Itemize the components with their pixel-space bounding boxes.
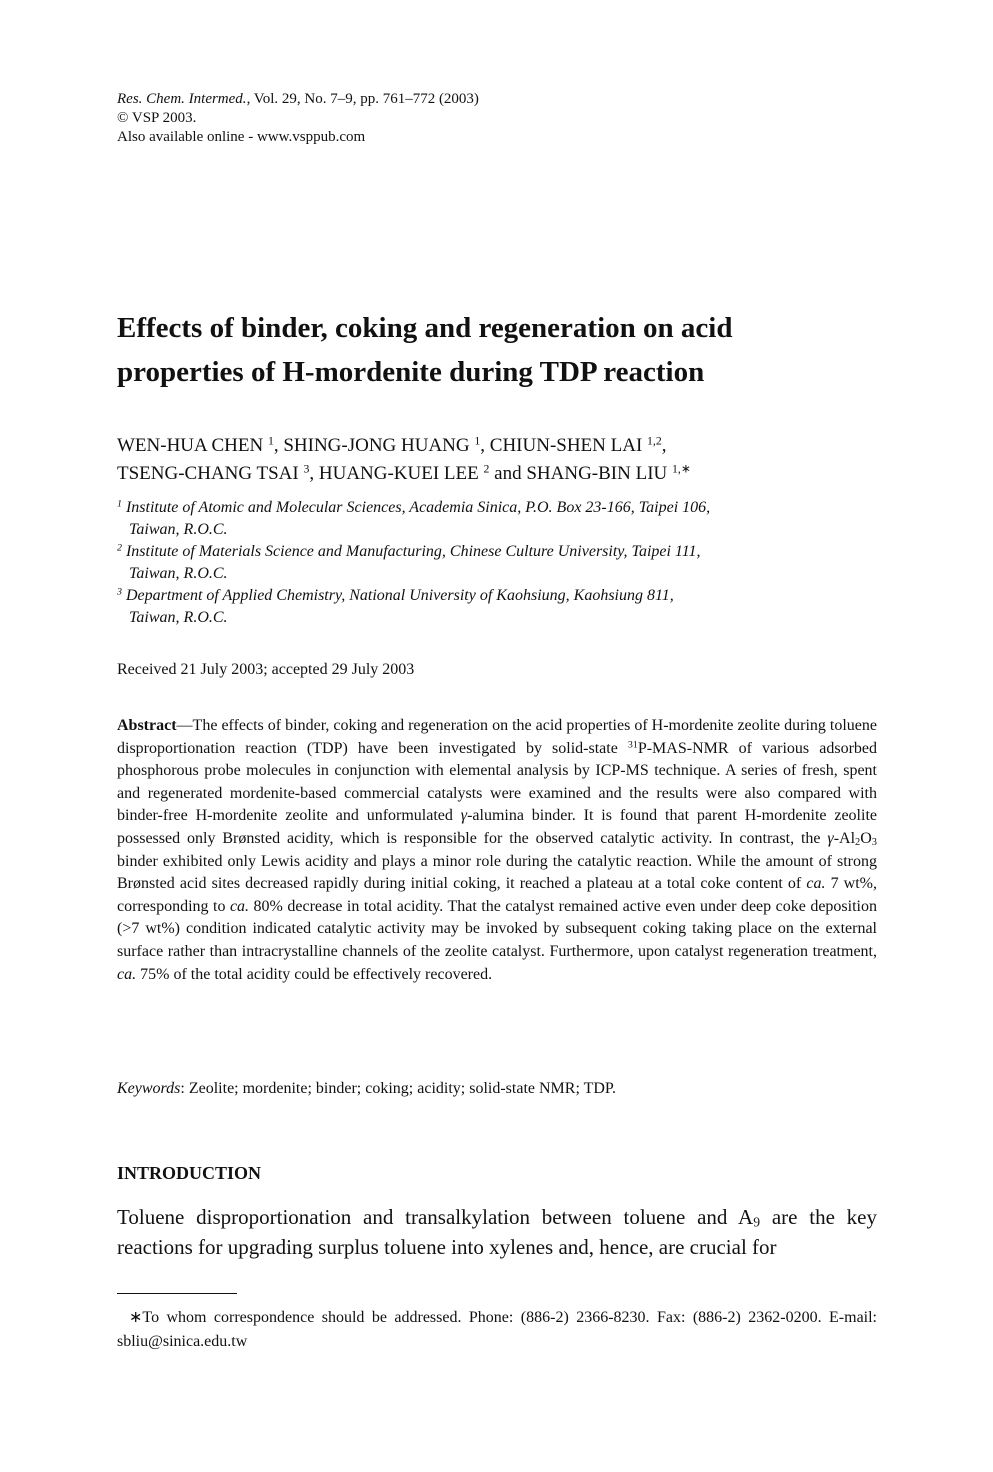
affiliation-number: 2 xyxy=(117,542,122,554)
author-1: WEN-HUA CHEN xyxy=(117,435,264,456)
circa-2: ca. xyxy=(229,897,250,915)
abstract-label: Abstract xyxy=(117,717,177,734)
section-heading-introduction: INTRODUCTION xyxy=(117,1163,262,1183)
alumina-al-subscript: 2 xyxy=(855,837,861,849)
nmr-isotope: 31 xyxy=(627,739,638,751)
intro-subscript: 9 xyxy=(753,1214,761,1230)
author-2: , SHING-JONG HUANG xyxy=(273,435,470,456)
affiliation-country: Taiwan, R.O.C. xyxy=(129,565,228,582)
affiliation-country: Taiwan, R.O.C. xyxy=(129,521,228,538)
paper-title xyxy=(117,306,897,394)
affiliation-list xyxy=(117,497,877,629)
online-availability: Also available online - www.vsppub.com xyxy=(117,129,366,145)
author-5: , HUANG-KUEI LEE xyxy=(309,463,479,484)
correspondence-footnote: ∗To whom correspondence should be addressed. Phone: (886-2) 2366-8230. Fax: (886-2) 2362-0200. E-mail: sbliu@sinica.edu.tw xyxy=(117,1309,877,1350)
received-dates: Received 21 July 2003; accepted 29 July 2003 xyxy=(117,661,415,678)
abstract-text-5: 7 wt%, corresponding to xyxy=(117,875,877,915)
intro-text-1: Toluene disproportionation and transalkylation between toluene and A xyxy=(117,1205,754,1229)
author-3-comma: , xyxy=(661,435,667,456)
author-3: , CHIUN-SHEN LAI xyxy=(480,435,643,456)
alumina-o: O xyxy=(860,829,872,847)
author-3-affil: 1,2 xyxy=(647,434,662,448)
author-2-affil: 1 xyxy=(474,434,481,448)
citation-line xyxy=(117,90,479,109)
abstract-text-3: -alumina binder. It is found that parent H-mordenite zeolite possessed only Brønsted acidity, which is responsible for the observed catalytic activity. In contrast, the xyxy=(117,807,877,847)
author-4-affil: 3 xyxy=(303,462,310,476)
affiliation-2 xyxy=(117,541,877,585)
author-list xyxy=(117,432,897,488)
keywords-label: Keywords xyxy=(117,1080,181,1097)
abstract-text-6: 80% decrease in total acidity. That the catalyst remained active even under deep coke deposition (>7 wt%) condition indicated catalytic activity may be invoked by subsequent coking taking place on the external surface rather than intracrystalline channels of the zeolite catalyst. Furthermore, upon catalyst regeneration treatment, xyxy=(117,897,877,960)
affiliation-number: 3 xyxy=(117,586,122,598)
author-4: TSENG-CHANG TSAI xyxy=(117,463,299,484)
title-line-1: Effects of binder, coking and regeneration on acid xyxy=(117,312,733,344)
circa-1: ca. xyxy=(806,875,826,893)
copyright-line: © VSP 2003. xyxy=(117,110,197,126)
alumina-al: -Al xyxy=(833,829,856,847)
affiliation-text: Institute of Materials Science and Manufacturing, Chinese Culture University, Taipei 111, xyxy=(125,543,701,560)
affiliation-3 xyxy=(117,585,877,629)
journal-header xyxy=(117,90,479,147)
abstract-text-4: binder exhibited only Lewis acidity and plays a minor role during the catalytic reaction. While the amount of strong Brønsted acid sites decreased rapidly during initial coking, it reached a plateau at a total coke content of xyxy=(117,852,877,893)
affiliation-1 xyxy=(117,497,877,541)
keywords xyxy=(117,1078,616,1100)
intro-text-2: are the key reactions for upgrading surplus toluene into xylenes and, hence, are crucial for xyxy=(117,1205,877,1259)
affiliation-number: 1 xyxy=(117,498,122,510)
abstract-text-1: —The effects of binder, coking and regeneration on the acid properties of H-mordenite zeolite during toluene disproportionation reaction (TDP) have been investigated by solid-state xyxy=(117,717,877,757)
abstract xyxy=(117,715,877,986)
keywords-text: : Zeolite; mordenite; binder; coking; acidity; solid-state NMR; TDP. xyxy=(180,1080,617,1097)
author-6: and SHANG-BIN LIU xyxy=(489,463,668,484)
journal-name: Res. Chem. Intermed. xyxy=(117,91,247,107)
author-5-affil: 2 xyxy=(483,462,490,476)
abstract-text-2: P-MAS-NMR of various adsorbed phosphorous probe molecules in conjunction with elemental analysis by ICP-MS technique. A series of fresh, spent and regenerated mordenite-based commercial catalysts were examined and the results were also compared with binder-free H-mordenite zeolite and unformulated xyxy=(117,739,878,825)
affiliation-text: Department of Applied Chemistry, National University of Kaohsiung, Kaohsiung 811, xyxy=(125,587,674,604)
gamma-symbol: γ xyxy=(460,807,468,825)
affiliation-country: Taiwan, R.O.C. xyxy=(129,609,228,626)
affiliation-text: Institute of Atomic and Molecular Sciences, Academia Sinica, P.O. Box 23-166, Taipei 106, xyxy=(125,499,711,516)
introduction-paragraph xyxy=(117,1202,877,1262)
circa-3: ca. xyxy=(117,965,137,983)
gamma-symbol-2: γ xyxy=(827,829,834,847)
title-line-2: properties of H-mordenite during TDP reaction xyxy=(117,356,705,388)
abstract-text-7: 75% of the total acidity could be effectively recovered. xyxy=(136,965,493,983)
citation-details: , Vol. 29, No. 7–9, pp. 761–772 (2003) xyxy=(246,91,479,107)
alumina-o-subscript: 3 xyxy=(871,837,877,849)
footnote-divider xyxy=(117,1293,237,1294)
author-6-affil: 1,∗ xyxy=(672,462,691,476)
author-1-affil: 1 xyxy=(267,434,274,448)
